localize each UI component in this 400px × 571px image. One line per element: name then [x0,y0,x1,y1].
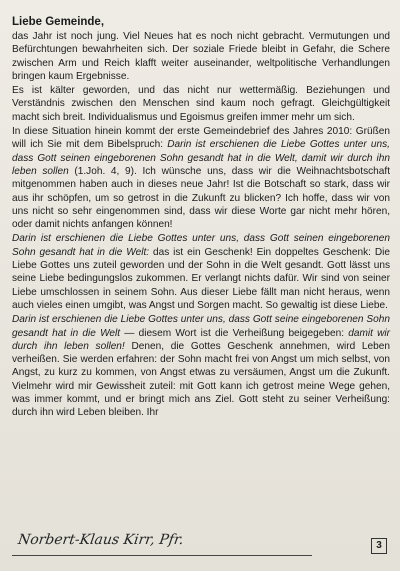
promise-quote: damit wir durch ihn leben sollen! [12,327,390,352]
paragraph-3-text-c: (1.Joh. 4, 9). Ich wünsche uns, dass wir die Weihnachtsbotschaft mitgenommen haben auch in dieses neue Jahr! Ist die Botschaft so stark, dass wir aus ihr schöpfen, um so getrost in die Zukunft zu blicken? Ich hoffe, dass wir von uns nicht so sehr eingenommen sind, dass wir diese Worte gar nicht mehr hören, oder damit nichts anfangen können! [12,165,390,231]
greeting-heading: Liebe Gemeinde, [12,16,105,28]
bible-verse-quote-repeat: Darin ist erschienen die Liebe Gottes unter uns, dass Gott seinen eingeborenen Sohn gesandt hat in die Welt: [12,233,390,258]
paragraph-5-text-b: — diesem Wort ist die Verheißung beigegeben: [120,327,349,339]
signature-line [12,555,312,556]
bible-verse-quote-repeat-2: Darin ist erschienen die Liebe Gottes unter uns, dass Gott seine eingeborenen Sohn gesandt hat in die Welt [12,314,390,339]
paragraph-5 [12,313,390,419]
paragraph-1: das Jahr ist noch jung. Viel Neues hat es noch nicht gebracht. Vermutungen und Befürchtungen bewahrheiten sich. Der soziale Friede bleibt in Gefahr, die Schere zwischen Arm und Reich klafft weiter auseinander, weltpolitische Verhandlungen bringen kaum Ergebnisse. [12,31,390,82]
paragraph-4-text-b: das ist ein Geschenk! Ein doppeltes Geschenk: Die Liebe Gottes uns zuteil geworden und der Sohn in die Welt gesandt. Gott lässt uns seine Liebe bedingungslos zukommen. Er verlangt nichts dafür. Wir sind von seiner Liebe umschlossen in seinem Sohn. Aus dieser Liebe fällt man nicht heraus, wenn auch vieles einen umgibt, was Angst und Sorgen macht. So gewaltig ist diese Liebe. [12,246,390,311]
page-number: 3 [371,538,387,554]
paragraph-5-text-d: Denen, die Gottes Geschenk annehmen, wird Leben verheißen. Sie werden erfahren: der Sohn macht frei von Angst um mich selbst, von Angst, zu kurz zu kommen, von Angst etwas zu versäumen, Angst um die Zukunft. Vielmehr wird mir Gewissheit zuteil: mit Gott kann ich getrost meine Wege gehen, was immer kommt, und er bringt mich ans Ziel. Gott steht zu seiner Verheißung: durch ihn wird Leben bleiben. Ihr [12,340,390,419]
handwritten-signature: Norbert-Klaus Kirr, Pfr. [16,532,185,548]
paragraph-3 [12,125,390,231]
paragraph-4 [12,232,390,312]
signature-block [12,532,372,562]
bible-verse-quote: Darin ist erschienen die Liebe Gottes unter uns, dass Gott seinen eingeborenen Sohn gesandt hat in die Welt, damit wir durch ihn leben sollen [12,139,390,177]
paragraph-3-text-a: In diese Situation hinein kommt der erste Gemeindebrief des Jahres 2010: Grüßen will ich Sie mit dem Bibelspruch: [12,126,390,151]
paragraph-2: Es ist kälter geworden, und das nicht nur wettermäßig. Beziehungen und Verständnis zwischen den Menschen sind kaum noch gefragt. Gleichgültigkeit macht sich breit. Individualismus und Egoismus greifen immer mehr um sich. [12,85,390,123]
